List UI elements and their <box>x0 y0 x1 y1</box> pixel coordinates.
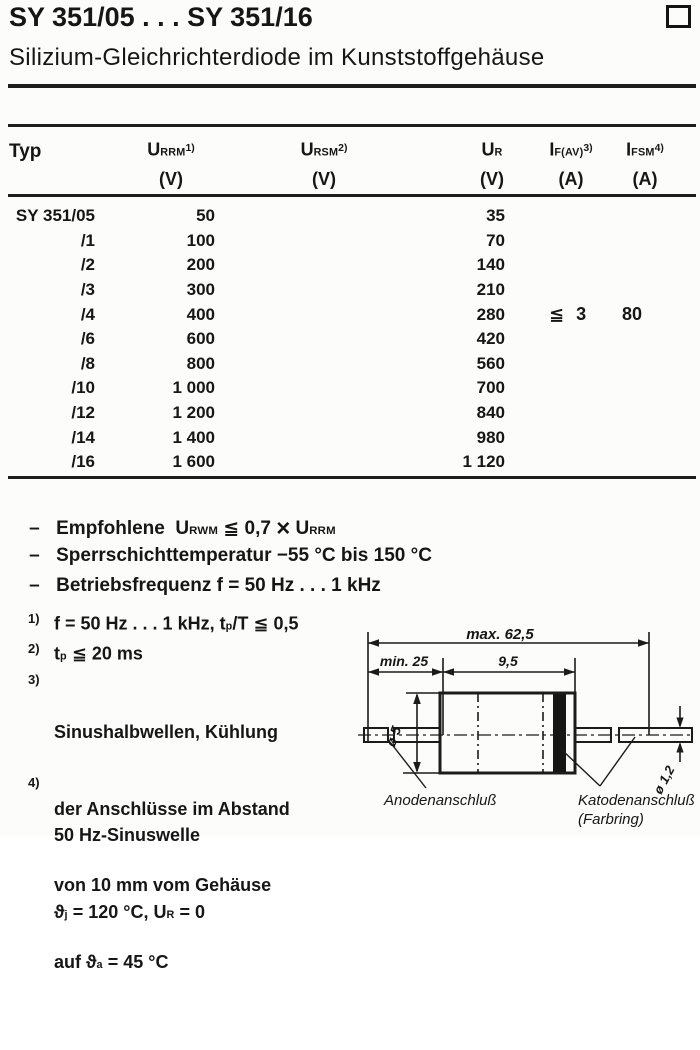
cell-urrm: 1 000 <box>172 378 215 398</box>
dim-text-body-dia: ø 5 <box>382 724 405 749</box>
cell-typ: /12 <box>71 403 95 423</box>
footnote-1: 1) f = 50 Hz . . . 1 kHz, tp/T ≦ 0,5 <box>8 587 298 659</box>
footnote-marker: 4) <box>28 775 40 790</box>
table-top-rule <box>8 124 696 127</box>
corner-square-icon <box>666 5 691 28</box>
cell-typ: /6 <box>80 329 95 349</box>
cell-urrm: 1 400 <box>172 427 215 447</box>
cell-ur: 70 <box>486 230 505 250</box>
col-unit: (A) <box>558 168 584 189</box>
cell-typ: /8 <box>80 353 95 373</box>
header-rule <box>8 84 696 88</box>
cell-typ: /10 <box>71 378 95 398</box>
times-sign: × <box>276 515 291 542</box>
dim-text-overall: max. 62,5 <box>466 626 534 643</box>
cell-urrm: 100 <box>186 230 215 250</box>
cathode-leader-line <box>561 749 600 786</box>
cell-urrm: 1 600 <box>172 452 215 472</box>
cell-typ: /4 <box>80 304 95 324</box>
cell-urrm: 50 <box>196 206 215 226</box>
spec-line-urwm: – Empfohlene URWM ≦ 0,7 × URRM <box>29 515 336 542</box>
cell-ur: 210 <box>476 280 505 300</box>
dim-text-lead-dia: ø 1,2 <box>650 763 678 797</box>
cell-urrm: 400 <box>186 304 215 324</box>
spec-line-frequency: – Betriebsfrequenz f = 50 Hz . . . 1 kHz <box>29 575 381 596</box>
cell-typ: /16 <box>71 452 95 472</box>
footnote-marker: 3) <box>28 672 40 687</box>
table-body <box>0 204 505 475</box>
table-header-rule <box>8 194 696 197</box>
cell-typ: /3 <box>80 280 95 300</box>
cell-typ: /2 <box>80 255 95 275</box>
cell-ur: 140 <box>476 255 505 275</box>
cell-urrm: 800 <box>186 353 215 373</box>
cathode-leader-line <box>600 737 635 786</box>
cell-ur: 700 <box>476 378 505 398</box>
col-unit: (V) <box>312 168 336 189</box>
arrowhead <box>638 639 649 647</box>
cell-urrm: 300 <box>186 280 215 300</box>
dim-text-body-length: 9,5 <box>498 653 518 669</box>
table-row <box>0 278 505 303</box>
arrowhead <box>413 693 421 704</box>
arrowhead <box>676 718 683 729</box>
table-row <box>0 401 505 426</box>
arrowhead <box>676 742 683 753</box>
page-subtitle: Silizium-Gleichrichterdiode im Kunststoffgehäuse <box>9 44 545 71</box>
table-row <box>0 253 505 278</box>
table-row <box>0 302 505 327</box>
cell-ifsm-shared: 80 <box>622 304 643 324</box>
col-header-ifav: IF(AV)$^{3)}$ (A) <box>549 136 592 192</box>
footnote-marker: 1) <box>28 611 40 626</box>
label-cathode-ring: (Farbring) <box>578 811 644 828</box>
arrowhead <box>443 668 454 676</box>
cell-urrm: 600 <box>186 329 215 349</box>
col-header-ursm: URSM$^{2)}$ (V) <box>301 136 348 192</box>
table-row <box>0 327 505 352</box>
col-unit: (V) <box>480 168 504 189</box>
page-title: SY 351/05 . . . SY 351/16 <box>9 2 313 32</box>
col-header-ifsm: IFSM$^{4)}$ (A) <box>626 136 664 192</box>
table-row <box>0 450 505 475</box>
footnote-marker: 2) <box>28 641 40 656</box>
label-anode: Anodenanschluß <box>384 792 497 809</box>
arrowhead <box>368 668 379 676</box>
dash: – <box>29 545 40 566</box>
cell-ur: 35 <box>486 206 505 226</box>
col-header-urrm: URRM$^{1)}$ (V) <box>147 136 194 192</box>
col-unit: (A) <box>632 168 658 189</box>
col-unit: (V) <box>158 168 183 189</box>
package-outline-drawing <box>348 616 700 836</box>
cell-urrm: 1 200 <box>172 403 215 423</box>
table-row <box>0 204 505 229</box>
col-header-ur: UR (V) <box>480 136 504 192</box>
footnote-2: 2) tp ≦ 20 ms <box>8 617 143 689</box>
arrowhead <box>432 668 443 676</box>
cathode-color-ring <box>553 695 566 772</box>
cell-ur: 840 <box>476 403 505 423</box>
arrowhead <box>413 762 421 773</box>
table-row <box>0 425 505 450</box>
arrowhead <box>564 668 575 676</box>
dash: – <box>29 575 40 596</box>
spec-line-temperature: – Sperrschichttemperatur −55 °C bis 150 °C <box>29 545 432 566</box>
cell-ur: 420 <box>476 329 505 349</box>
anode-leader-line <box>390 742 426 788</box>
footnote-4: 4) 50 Hz-Sinuswelle ϑj = 120 °C, UR = 0 <box>8 751 205 1000</box>
dim-text-lead-length: min. 25 <box>379 653 429 669</box>
col-header-typ: Typ <box>9 141 42 162</box>
cell-ifav-shared: ≦ 3 <box>549 304 587 324</box>
arrowhead <box>368 639 379 647</box>
cell-typ: /1 <box>80 230 95 250</box>
cell-typ: /14 <box>71 427 95 447</box>
table-row <box>0 229 505 254</box>
table-row <box>0 376 505 401</box>
cell-ur: 980 <box>476 427 505 447</box>
cell-ur: 1 120 <box>462 452 505 472</box>
table-bottom-rule <box>8 476 696 479</box>
cell-ur: 280 <box>476 304 505 324</box>
cell-ur: 560 <box>476 353 505 373</box>
table-row <box>0 352 505 377</box>
cell-typ: SY 351/05 <box>15 206 95 226</box>
cell-urrm: 200 <box>186 255 215 275</box>
label-cathode: Katodenanschluß <box>578 792 695 809</box>
dash: – <box>29 518 40 539</box>
footnote-3: 3) Sinushalbwellen, Kühlung der Anschlüsse im Abstand von 10 mm vom Gehäuse auf ϑa = 45 °C <box>8 648 290 1050</box>
